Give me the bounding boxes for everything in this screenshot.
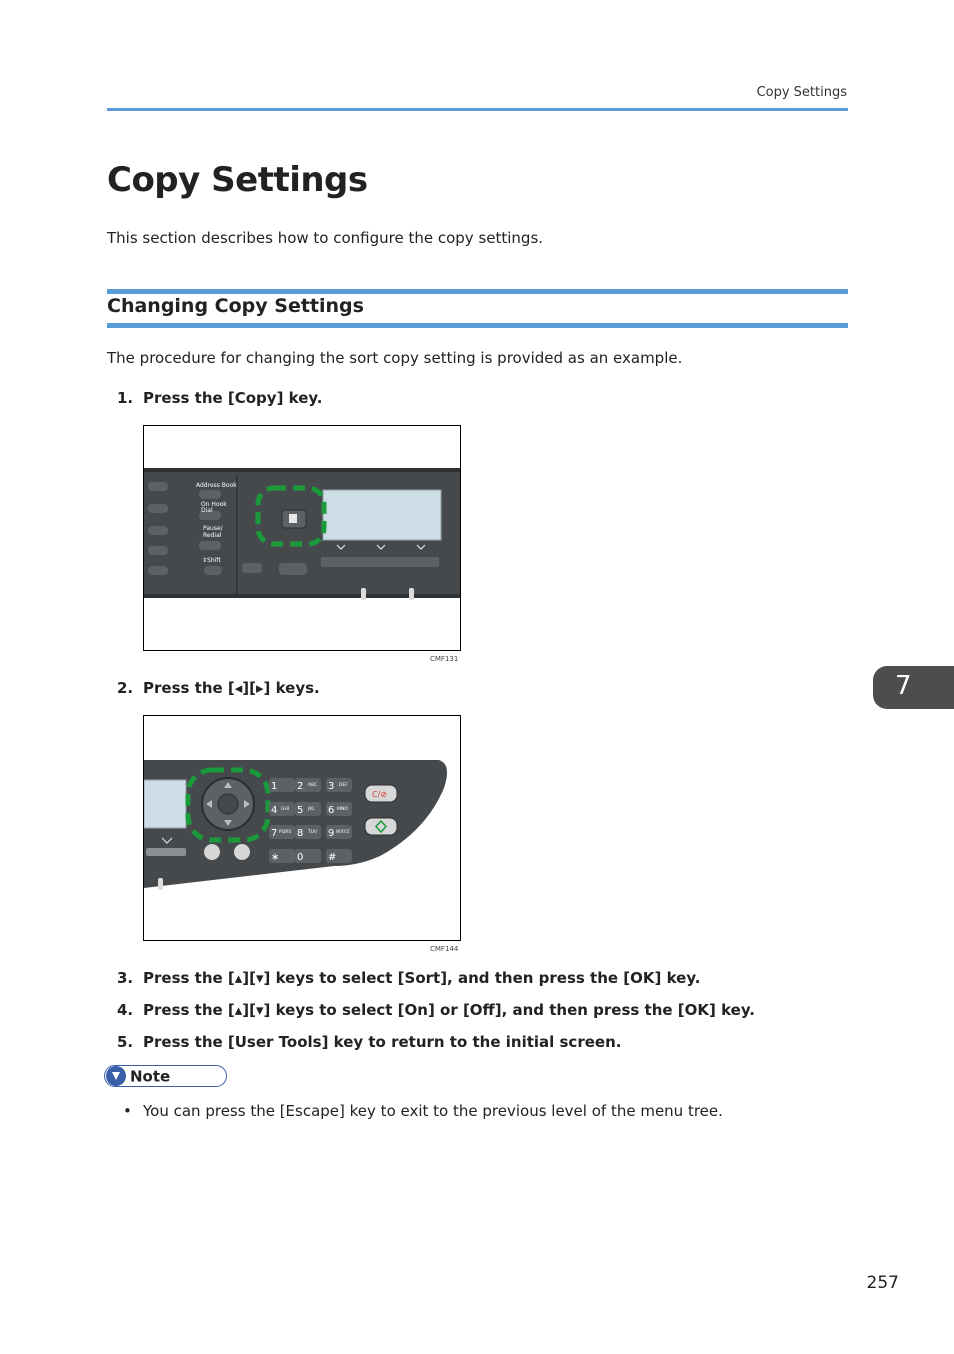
key-9: 9 xyxy=(328,828,335,839)
step-3 xyxy=(117,969,700,987)
key-5: 5 xyxy=(297,805,304,816)
letters-mno: MNO xyxy=(337,807,348,812)
step-1 xyxy=(117,389,323,407)
key-star: ∗ xyxy=(271,852,280,863)
key-3: 3 xyxy=(328,781,335,792)
figure-code: CMF131 xyxy=(430,655,459,663)
key-6: 6 xyxy=(328,805,335,816)
figure-code: CMF144 xyxy=(430,945,459,953)
step-text: Press the [User Tools] key to return to the initial screen. xyxy=(143,1033,622,1051)
step-text: Press the [▴][▾] keys to select [Sort], and then press the [OK] key. xyxy=(143,969,701,987)
letters-pqrs: PQRS xyxy=(279,830,292,835)
header-rule xyxy=(107,108,848,111)
step-text: Press the [Copy] key. xyxy=(143,389,323,407)
step-number: 2. xyxy=(117,679,134,697)
page-number: 257 xyxy=(866,1273,899,1293)
address-book-label: Address Book xyxy=(196,482,237,489)
figure-arrow-keys xyxy=(143,715,461,941)
intro-text: This section describes how to configure the copy settings. xyxy=(107,229,544,247)
key-7: 7 xyxy=(271,828,278,839)
shift-label: ⇕Shift xyxy=(202,557,221,564)
step-number: 5. xyxy=(117,1033,134,1051)
running-header: Copy Settings xyxy=(756,85,847,100)
step-4 xyxy=(117,1001,755,1019)
key-1: 1 xyxy=(271,781,278,792)
letters-ghi: GHI xyxy=(281,807,290,812)
step-number: 4. xyxy=(117,1001,134,1019)
section-intro: The procedure for changing the sort copy setting is provided as an example. xyxy=(107,349,683,367)
step-number: 3. xyxy=(117,969,134,987)
letters-jkl: JKL xyxy=(308,807,315,812)
figure-copy-key xyxy=(143,425,461,651)
clear-stop-label: C/⊘ xyxy=(372,790,387,799)
step-2 xyxy=(117,679,320,697)
step-5 xyxy=(117,1033,621,1051)
key-hash: # xyxy=(328,852,337,863)
dial-label: Dial xyxy=(201,507,213,514)
letters-wxyz: WXYZ xyxy=(336,830,350,835)
note-badge xyxy=(104,1065,227,1087)
pause-label: Pause/ xyxy=(203,525,223,532)
letters-abc: ABC xyxy=(308,783,318,788)
key-8: 8 xyxy=(297,828,304,839)
page-title: Copy Settings xyxy=(107,160,368,200)
redial-label: Redial xyxy=(203,532,222,539)
note-bullet xyxy=(123,1102,723,1120)
bullet-icon: • xyxy=(123,1102,132,1120)
key-4: 4 xyxy=(271,805,278,816)
bullet-text: You can press the [Escape] key to exit to the previous level of the menu tree. xyxy=(143,1102,723,1120)
chapter-tab xyxy=(873,666,954,709)
key-0: 0 xyxy=(297,852,304,863)
section-title: Changing Copy Settings xyxy=(107,295,364,317)
step-text: Press the [▴][▾] keys to select [On] or [Off], and then press the [OK] key. xyxy=(143,1001,755,1019)
section-rule-bottom xyxy=(107,323,848,328)
note-label: Note xyxy=(130,1067,171,1086)
letters-tuv: TUV xyxy=(308,830,318,835)
letters-def: DEF xyxy=(339,783,348,788)
step-text: Press the [◂][▸] keys. xyxy=(143,679,320,697)
key-2: 2 xyxy=(297,781,304,792)
step-number: 1. xyxy=(117,389,134,407)
section-rule-top xyxy=(107,289,848,294)
chapter-number: 7 xyxy=(895,671,912,701)
on-hook-label: On Hook xyxy=(201,501,227,508)
